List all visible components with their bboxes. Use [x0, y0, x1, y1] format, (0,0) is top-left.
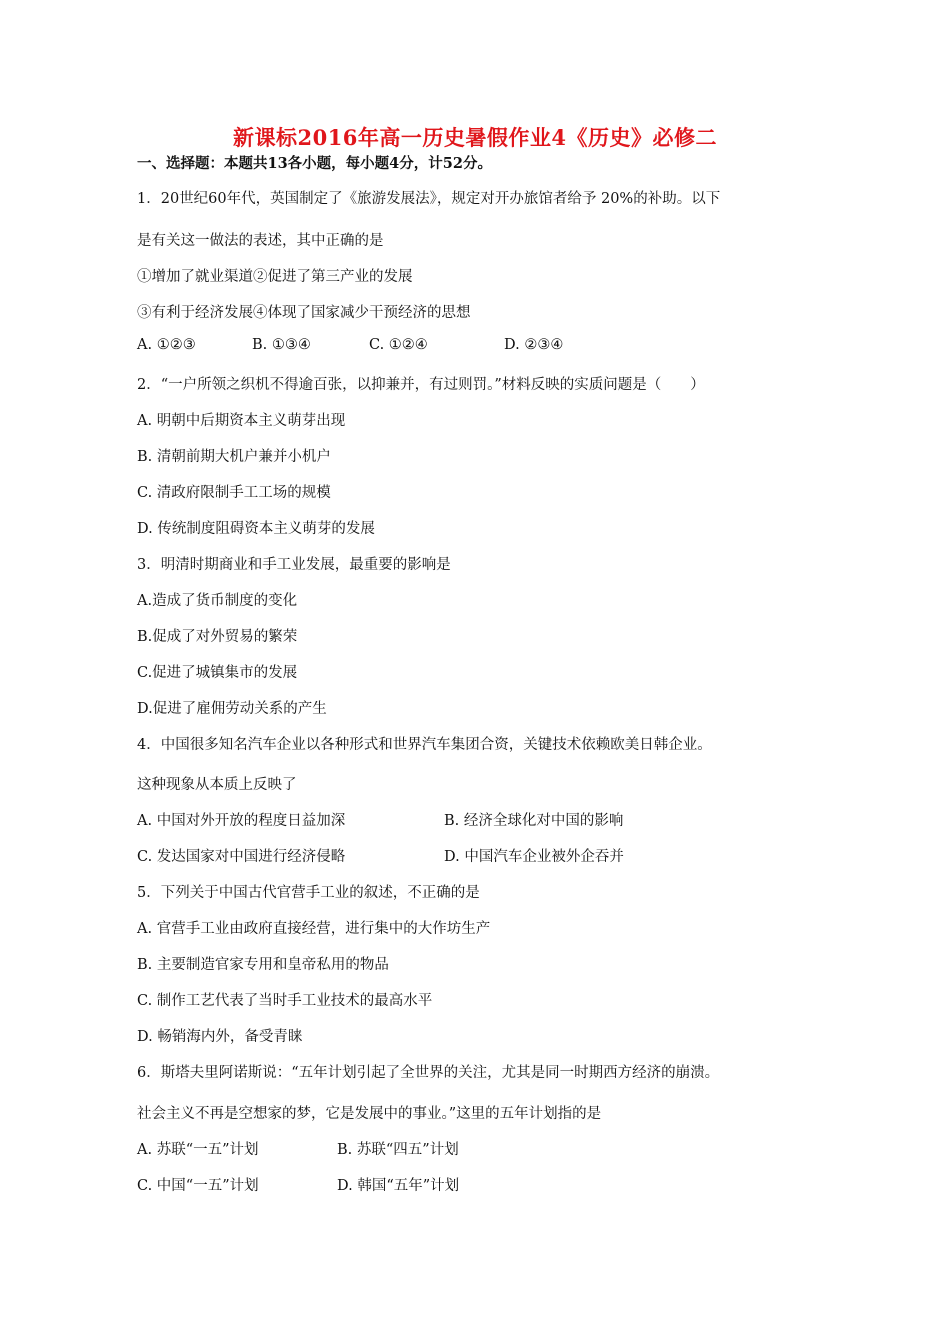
q2-stem: 2．“一户所领之织机不得逾百张，以抑兼并，有过则罚。”材料反映的实质问题是（ ）: [137, 377, 705, 393]
q5-option-b: B. 主要制造官家专用和皇帝私用的物品: [137, 957, 389, 973]
q1-option-d: D. ②③④: [504, 337, 564, 353]
document-title: 新课标2016年高一历史暑假作业4《历史》必修二: [232, 125, 718, 150]
q1-option-a: A. ①②③: [137, 337, 196, 353]
q3-option-c: C.促进了城镇集市的发展: [137, 665, 298, 681]
q6-option-a: A. 苏联“一五”计划: [137, 1142, 259, 1158]
q1-stem-line2: 是有关这一做法的表述，其中正确的是: [137, 233, 384, 249]
q3-stem: 3．明清时期商业和手工业发展，最重要的影响是: [137, 557, 451, 573]
q6-stem-line1: 6．斯塔夫里阿诺斯说：“五年计划引起了全世界的关注，尤其是同一时期西方经济的崩溃。: [137, 1065, 720, 1081]
q1-option-b: B. ①③④: [252, 337, 311, 353]
q2-option-d: D. 传统制度阻碍资本主义萌芽的发展: [137, 521, 375, 537]
q1-stem-line1: 1．20世纪60年代，英国制定了《旅游发展法》，规定对开办旅馆者给予 20%的补助。以下: [137, 191, 721, 207]
q6-stem-line2: 社会主义不再是空想家的梦，它是发展中的事业。”这里的五年计划指的是: [137, 1106, 602, 1122]
q1-option-c: C. ①②④: [369, 337, 428, 353]
q3-option-d: D.促进了雇佣劳动关系的产生: [137, 701, 327, 717]
q3-option-b: B.促成了对外贸易的繁荣: [137, 629, 298, 645]
q6-option-d: D. 韩国“五年”计划: [337, 1178, 460, 1194]
q3-option-a: A.造成了货币制度的变化: [137, 593, 298, 609]
q2-option-c: C. 清政府限制手工工场的规模: [137, 485, 331, 501]
q4-stem-line1: 4．中国很多知名汽车企业以各种形式和世界汽车集团合资，关键技术依赖欧美日韩企业。: [137, 737, 712, 753]
q2-option-a: A. 明朝中后期资本主义萌芽出现: [137, 413, 346, 429]
q1-statement-2: ③有利于经济发展④体现了国家减少干预经济的思想: [137, 305, 471, 321]
q4-stem-line2: 这种现象从本质上反映了: [137, 777, 297, 793]
q5-stem: 5．下列关于中国古代官营手工业的叙述，不正确的是: [137, 885, 480, 901]
section-heading: 一、选择题：本题共13各小题，每小题4分，计52分。: [137, 155, 492, 172]
q4-option-a: A. 中国对外开放的程度日益加深: [137, 813, 346, 829]
q6-option-c: C. 中国“一五”计划: [137, 1178, 259, 1194]
q4-option-b: B. 经济全球化对中国的影响: [444, 813, 624, 829]
q4-option-d: D. 中国汽车企业被外企吞并: [444, 849, 624, 865]
q6-option-b: B. 苏联“四五”计划: [337, 1142, 459, 1158]
q1-statement-1: ①增加了就业渠道②促进了第三产业的发展: [137, 269, 413, 285]
q4-option-c: C. 发达国家对中国进行经济侵略: [137, 849, 346, 865]
q2-option-b: B. 清朝前期大机户兼并小机户: [137, 449, 331, 465]
q5-option-a: A. 官营手工业由政府直接经营，进行集中的大作坊生产: [137, 921, 491, 937]
q5-option-c: C. 制作工艺代表了当时手工业技术的最高水平: [137, 993, 433, 1009]
q5-option-d: D. 畅销海内外，备受青睐: [137, 1029, 303, 1045]
